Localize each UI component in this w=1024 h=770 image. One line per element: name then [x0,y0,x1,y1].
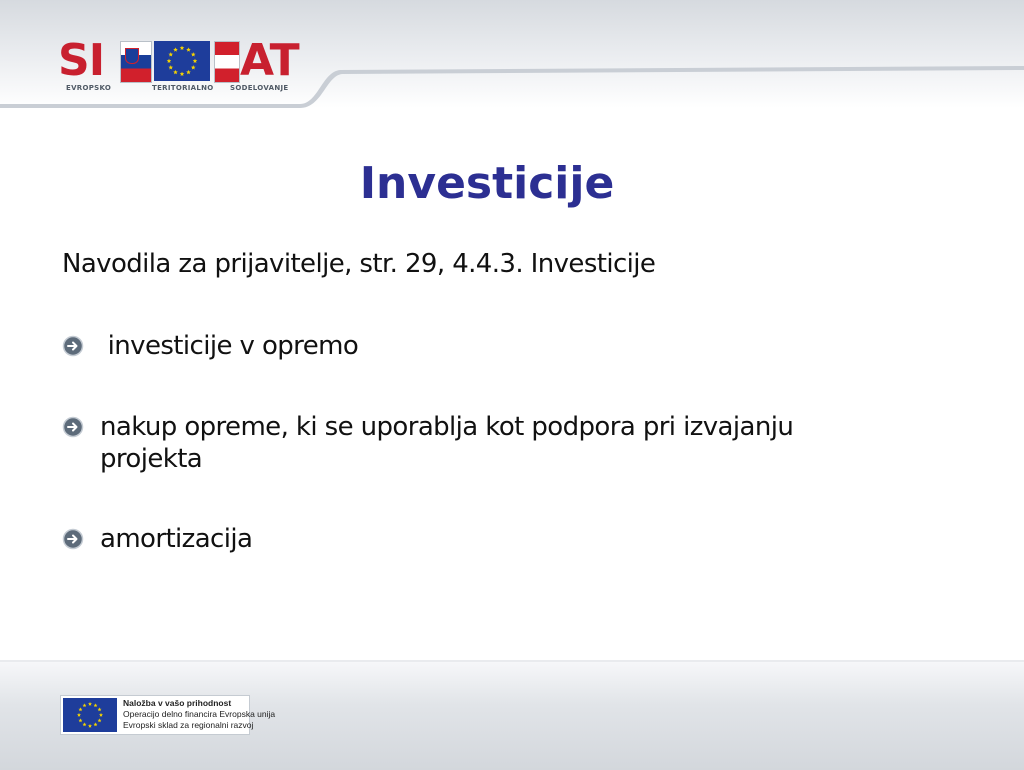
logo-subtitle-3: SODELOVANJE [230,84,289,92]
siat-logo [58,35,308,100]
arrow-circle-icon [62,416,84,438]
logo-subtitle-2: TERITORIALNO [152,84,214,92]
eu-star-icon [94,703,98,707]
eu-star-icon [78,718,82,722]
eu-star-icon [191,52,196,56]
list-item [62,411,942,475]
arrow-circle-icon [62,335,84,357]
eu-funding-badge [60,695,276,735]
logo-word-left: SI [58,35,105,86]
funding-text [123,698,276,731]
eu-flag-icon [63,698,117,732]
funding-line-2: Operacijo delno financira Evropska unija [123,709,276,719]
eu-star-icon [94,722,98,726]
bullet-text: nakup opreme, ki se uporablja kot podpora pri izvajanju projekta [100,412,801,474]
eu-star-icon [180,72,185,76]
bullet-text: amortizacija [100,524,253,554]
logo-word-right: AT [240,35,299,86]
eu-flag-icon [154,41,210,81]
eu-star-icon [88,702,92,706]
eu-star-icon [168,65,173,69]
arrow-circle-icon [62,528,84,550]
eu-star-icon [193,59,198,63]
eu-star-icon [98,718,102,722]
list-item [62,523,942,555]
eu-star-icon [167,59,172,63]
eu-star-icon [180,46,185,50]
eu-star-icon [83,703,87,707]
eu-star-icon [168,52,173,56]
slide-title: Investicije [359,158,615,209]
eu-star-icon [77,713,81,717]
slide-content [62,248,942,555]
slide-subtitle: Navodila za prijavitelje, str. 29, 4.4.3. Investicije [62,249,656,279]
eu-star-icon [99,713,103,717]
eu-star-icon [83,722,87,726]
austria-flag-icon [214,41,240,83]
eu-star-icon [186,70,191,74]
eu-star-icon [186,47,191,51]
eu-star-icon [88,724,92,728]
eu-star-icon [173,47,178,51]
funding-line-3: Evropski sklad za regionalni razvoj [123,720,254,730]
slovenia-flag-icon [120,41,152,83]
eu-star-icon [173,70,178,74]
logo-subtitle-1: EVROPSKO [66,84,112,92]
eu-star-icon [191,65,196,69]
bullet-text: investicije v opremo [100,331,359,361]
eu-star-icon [98,707,102,711]
list-item [62,330,942,362]
funding-line-1: Naložba v vašo prihodnost [123,698,232,708]
eu-star-icon [78,707,82,711]
bullet-list [62,330,942,555]
